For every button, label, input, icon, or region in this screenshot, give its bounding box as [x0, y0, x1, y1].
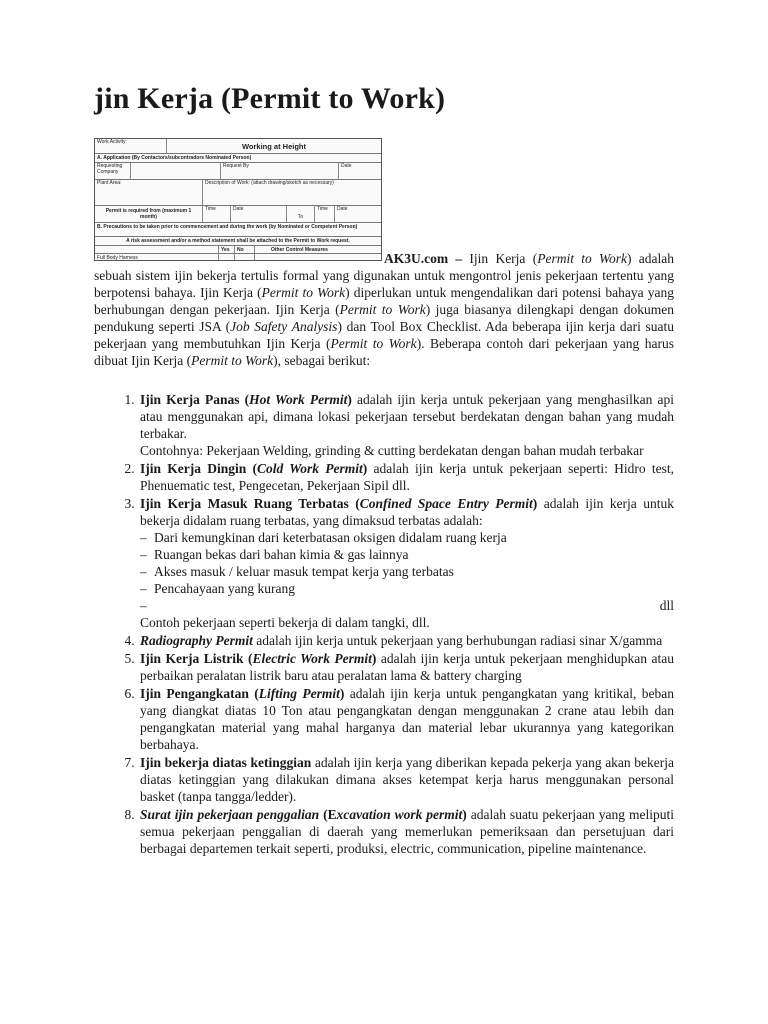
list-item: 6. Ijin Pengangkatan (Lifting Permit) adalah ijin kerja untuk pengangkatan yang kritikal, beban yang diangkat diatas 10 Ton atau pengangkatan dengan menggunakan 2 crane atau lebih dan pengangkatan material yang mahal harganya dan material lebar ukurannya yang kategorikan berbahaya. — [138, 685, 674, 753]
list-item: 4. Radiography Permit adalah ijin kerja untuk pekerjaan yang berhubungan radiasi sinar X/gamma — [138, 632, 674, 649]
form-permit-row — [95, 206, 381, 223]
form-time-2: Time — [315, 206, 335, 222]
list-item: 1. Ijin Kerja Panas (Hot Work Permit) adalah ijin kerja untuk pekerjaan yang menghasilkan api atau menggunakan api, dimana lokasi pekerjaan tersebut berdekatan dengan bahan yang mudah terbakar. Contohnya: Pekerjaan Welding, grinding & cutting berdekatan dengan bahan mudah terbakar — [138, 391, 674, 459]
form-other-control: Other Control Measures — [271, 247, 328, 253]
list-item: 3. Ijin Kerja Masuk Ruang Terbatas (Confined Space Entry Permit) adalah ijin kerja untuk bekerja didalam ruang terbatas, yang dimaksud terbatas adalah: – Dari kemungkinan dari keterbatasan oksigen didalam ruang kerja – Ruangan bekas dari bahan kimia & gas lainnya – Akses masuk / keluar masuk tempat kerja yang terbatas – Pencahayaan yang kurang – dll Contoh pekerjaan seperti bekerja di dalam tangki, dll. — [138, 495, 674, 631]
intro-paragraph: AK3U.com – Ijin Kerja (Permit to Work) adalah sebuah sistem ijin bekerja tertulis formal yang digunakan untuk mengontrol jenis pekerjaan tertentu yang berpotensi bahaya. Ijin Kerja (Permit to Work) diperlukan untuk mengendalikan dari potensi bahaya yang berhubungan dengan pekerjaan. Ijin Kerja (Permit to Work) juga biasanya dilengkapi dengan dokumen pendukung seperti JSA (Job Safety Analysis) dan Tool Box Checklist. Ada beberapa ijin kerja dari suatu pekerjaan yang membutuhkan Ijin Kerja (Permit to Work). Beberapa contoh dari pekerjaan yang harus dibuat Ijin Kerja (Permit to Work), sebagai berikut: — [94, 251, 675, 368]
brand-link[interactable]: AK3U.com — [384, 251, 449, 266]
form-time-1: Time — [203, 206, 231, 222]
sub-item: – Ruangan bekas dari bahan kimia & gas lainnya — [140, 547, 409, 562]
form-section-b: B. Precautions to be taken prior to commencement and during the work (by Nominated or Competent Person) — [95, 223, 381, 237]
form-section-a: A. Application (By Contactors/subcontradors Nominated Person) — [95, 154, 381, 163]
form-permit-required: Permit is required from (maximum 1 month) — [95, 206, 203, 222]
form-date-2: Date — [337, 206, 348, 212]
sub-item: – Akses masuk / keluar masuk tempat kerja yang terbatas — [140, 564, 454, 579]
form-header-row — [95, 139, 381, 154]
sub-item: – dll — [140, 598, 674, 613]
form-no: No — [235, 246, 255, 253]
form-plant-row — [95, 180, 381, 206]
permit-list — [94, 391, 674, 857]
form-full-body: Full Body Harness — [95, 254, 219, 261]
permit-form-image — [94, 138, 382, 261]
form-heading: Working at Height — [241, 142, 307, 151]
form-date: Date — [341, 163, 352, 169]
article-body — [94, 250, 674, 858]
form-date-1: Date — [231, 206, 287, 222]
form-yes: Yes — [219, 246, 235, 253]
form-work-activity: Work Activity: — [95, 139, 167, 153]
form-request-row — [95, 163, 381, 180]
list-item: 5. Ijin Kerja Listrik (Electric Work Permit) adalah ijin kerja untuk pekerjaan menghidupkan atau perbaikan peralatan listrik baru atau peralatan lama & battery charging — [138, 650, 674, 684]
list-item: 8. Surat ijin pekerjaan penggalian (Excavation work permit) adalah suatu pekerjaan yang meliputi semua pekerjaan penggalian di daerah yang memerlukan pemeriksaan dan persetujuan dari berbagai departemen terkait seperti, produksi, electric, communication, pipeline maintenance. — [138, 806, 674, 857]
list-item: 7. Ijin bekerja diatas ketinggian adalah ijin kerja yang diberikan kepada pekerja yang akan bekerja diatas ketinggian yang dilakukan dimana akses ketempat kerja harus menggunakan personal basket (tanpa tangga/ledder). — [138, 754, 674, 805]
form-risk-note: A risk assessment and/or a method statement shall be attached to the Permit to Work request. — [95, 237, 381, 246]
sub-item: – Dari kemungkinan dari keterbatasan oksigen didalam ruang kerja — [140, 530, 507, 545]
form-requesting-company: Requesting Company — [95, 163, 131, 179]
form-plant-area: Plant Area: — [95, 180, 203, 205]
sub-item: – Pencahayaan yang kurang — [140, 581, 295, 596]
list-item: 2. Ijin Kerja Dingin (Cold Work Permit) adalah ijin kerja untuk pekerjaan seperti: Hidro test, Phenuematic test, Pengecetan, Pekerjaan Sipil dll. — [138, 460, 674, 494]
form-request-by: Request By — [221, 163, 339, 179]
page-title: jin Kerja (Permit to Work) — [94, 82, 446, 115]
form-description: Description of Work: (attach drawing/sketch as necessary) — [205, 180, 334, 186]
form-to: To — [287, 206, 315, 222]
